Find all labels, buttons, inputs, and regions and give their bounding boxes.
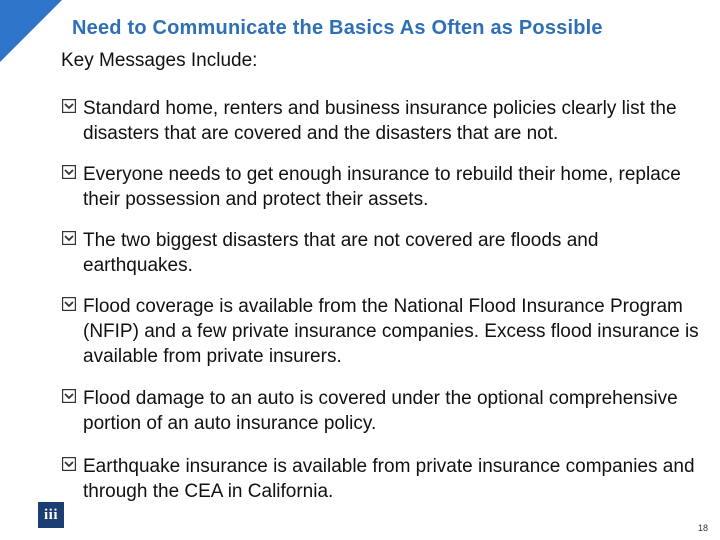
bullet-text: Earthquake insurance is available from private insurance companies and through the CEA in California. bbox=[83, 456, 695, 502]
chevron-down-box-icon bbox=[62, 457, 76, 471]
chevron-down-box-icon bbox=[62, 297, 76, 311]
iii-logo bbox=[38, 502, 64, 528]
chevron-down-box-icon bbox=[62, 99, 76, 113]
slide-title: Need to Communicate the Basics As Often as Possible bbox=[72, 17, 603, 39]
bullet-item bbox=[62, 162, 713, 212]
bullet-text: The two biggest disasters that are not covered are floods and earthquakes. bbox=[83, 230, 599, 276]
corner-accent-triangle bbox=[0, 0, 62, 62]
bullet-text: Flood coverage is available from the National Flood Insurance Program (NFIP) and a few private insurance companies. Excess flood insurance is available from private insurers. bbox=[83, 296, 699, 367]
bullet-item bbox=[62, 228, 713, 278]
bullet-item bbox=[62, 454, 713, 504]
bullet-item bbox=[62, 96, 713, 146]
bullet-text: Flood damage to an auto is covered under the optional comprehensive portion of an auto insurance policy. bbox=[83, 388, 678, 434]
bullet-text: Standard home, renters and business insurance policies clearly list the disasters that are covered and the disasters that are not. bbox=[83, 98, 677, 144]
bullet-item bbox=[62, 386, 713, 436]
bullet-item bbox=[62, 294, 713, 369]
logo-text: iii bbox=[43, 506, 58, 523]
page-number: 18 bbox=[697, 523, 708, 533]
chevron-down-box-icon bbox=[62, 389, 76, 403]
chevron-down-box-icon bbox=[62, 165, 76, 179]
chevron-down-box-icon bbox=[62, 231, 76, 245]
bullet-text: Everyone needs to get enough insurance to rebuild their home, replace their possession and protect their assets. bbox=[83, 164, 681, 210]
slide-subtitle: Key Messages Include: bbox=[61, 50, 258, 71]
